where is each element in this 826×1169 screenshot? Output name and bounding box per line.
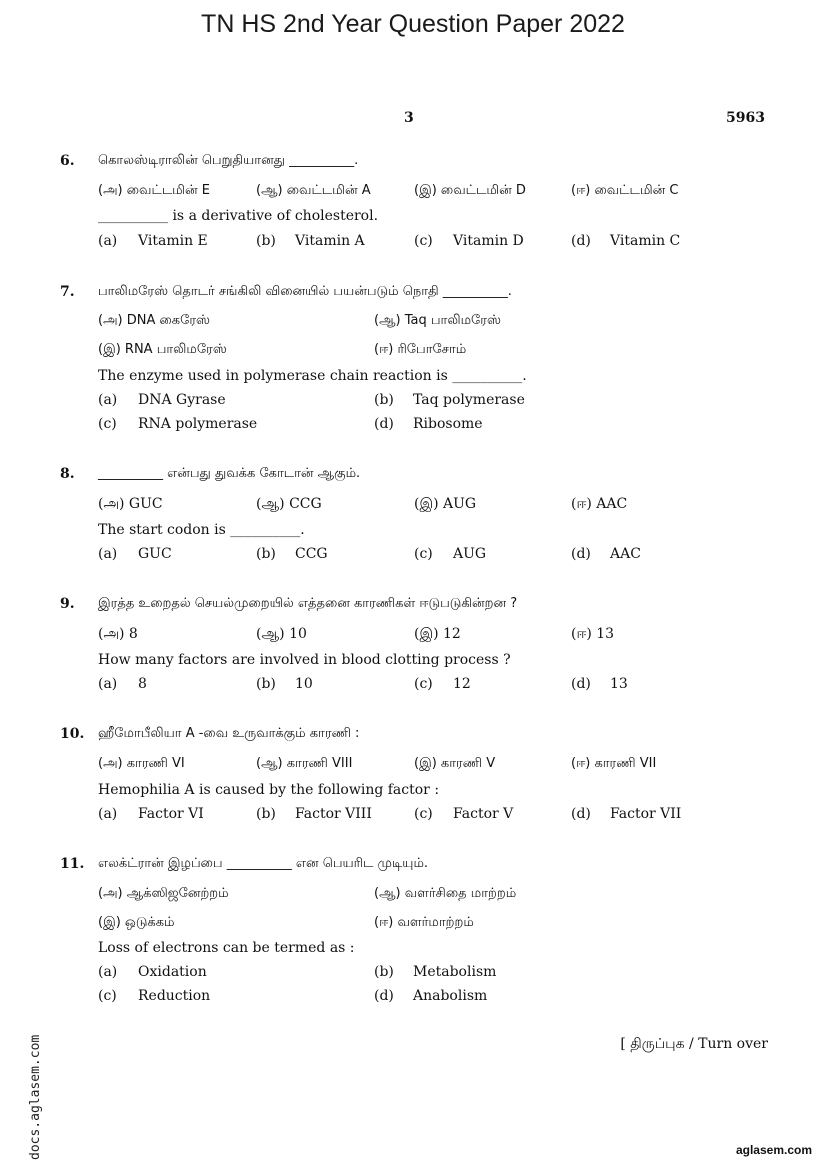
option-marker: (a) (98, 676, 118, 692)
tamil-options (98, 915, 778, 935)
page-title: TN HS 2nd Year Question Paper 2022 (201, 10, 625, 38)
option-text: Anabolism (413, 988, 488, 1004)
option-text: Taq polymerase (413, 392, 525, 408)
page-number: 3 (404, 110, 414, 126)
question-tamil: __________ என்பது துவக்க கோடான் ஆகும். (98, 466, 361, 481)
tamil-option: (இ) 12 (414, 626, 461, 642)
option-text: Vitamin E (138, 233, 208, 249)
option-text: 8 (138, 676, 147, 692)
tamil-option: (அ) வைட்டமின் E (98, 183, 210, 198)
option-text: Vitamin D (453, 233, 524, 249)
tamil-option: (அ) ஆக்ஸிஜனேற்றம் (98, 886, 229, 901)
tamil-option: (ஆ) காரணி VIII (256, 756, 353, 771)
option-marker: (d) (571, 806, 591, 822)
tamil-options (98, 626, 778, 646)
tamil-option: (ஈ) வைட்டமின் C (571, 183, 679, 198)
tamil-option: (இ) ஒடுக்கம் (98, 915, 175, 930)
option-text: 12 (453, 676, 471, 692)
tamil-option: (இ) RNA பாலிமரேஸ் (98, 342, 227, 357)
question-number: 7. (60, 284, 75, 300)
option-text: Vitamin C (610, 233, 681, 249)
english-options (98, 546, 778, 566)
tamil-options (98, 886, 778, 906)
side-watermark: docs.aglasem.com (28, 1034, 43, 1160)
english-options (98, 988, 778, 1008)
option-marker: (c) (414, 546, 433, 562)
option-marker: (d) (571, 233, 591, 249)
option-text: Ribosome (413, 416, 483, 432)
question-tamil: இரத்த உறைதல் செயல்முறையில் எத்தனை காரணிகள் ஈடுபடுகின்றன ? (98, 596, 518, 611)
question-english: The enzyme used in polymerase chain reaction is __________. (98, 368, 527, 384)
option-marker: (d) (374, 988, 394, 1004)
option-marker: (d) (571, 676, 591, 692)
option-marker: (d) (374, 416, 394, 432)
option-marker: (a) (98, 546, 118, 562)
option-text: 13 (610, 676, 628, 692)
paper-code: 5963 (726, 110, 765, 126)
option-text: AAC (610, 546, 641, 562)
option-text: Reduction (138, 988, 211, 1004)
option-marker: (c) (98, 988, 117, 1004)
english-options (98, 806, 778, 826)
tamil-options (98, 313, 778, 333)
tamil-option: (அ) காரணி VI (98, 756, 185, 771)
tamil-options (98, 756, 778, 776)
option-marker: (b) (374, 964, 394, 980)
question-english: Hemophilia A is caused by the following factor : (98, 782, 440, 798)
question-english: Loss of electrons can be termed as : (98, 940, 355, 956)
option-text: Metabolism (413, 964, 497, 980)
option-text: Factor VII (610, 806, 682, 822)
tamil-option: (ஆ) Taq பாலிமரேஸ் (374, 313, 501, 328)
option-marker: (c) (414, 806, 433, 822)
option-marker: (c) (414, 233, 433, 249)
tamil-option: (இ) வைட்டமின் D (414, 183, 526, 198)
question-tamil: பாலிமரேஸ் தொடர் சங்கிலி வினையில் பயன்படும் நொதி __________. (98, 284, 512, 299)
tamil-option: (அ) GUC (98, 496, 163, 512)
tamil-options (98, 342, 778, 362)
english-options (98, 392, 778, 412)
option-text: Factor VI (138, 806, 204, 822)
option-text: Factor V (453, 806, 514, 822)
option-text: Factor VIII (295, 806, 372, 822)
tamil-options (98, 183, 778, 203)
option-text: Vitamin A (295, 233, 365, 249)
option-marker: (c) (98, 416, 117, 432)
tamil-option: (ஆ) வளர்சிதை மாற்றம் (374, 886, 517, 901)
question-number: 10. (60, 726, 85, 742)
question-number: 11. (60, 856, 85, 872)
tamil-option: (ஆ) CCG (256, 496, 322, 512)
option-marker: (b) (256, 546, 276, 562)
english-options (98, 676, 778, 696)
tamil-option: (ஈ) AAC (571, 496, 628, 512)
option-marker: (b) (256, 806, 276, 822)
option-text: AUG (453, 546, 487, 562)
english-options (98, 233, 778, 253)
option-marker: (a) (98, 964, 118, 980)
question-tamil: கொலஸ்டிராலின் பெறுதியானது __________. (98, 153, 359, 168)
brand-footer: aglasem.com (735, 1143, 812, 1157)
question-number: 6. (60, 153, 75, 169)
question-english: __________ is a derivative of cholesterol. (98, 208, 379, 224)
option-marker: (d) (571, 546, 591, 562)
tamil-option: (இ) AUG (414, 496, 477, 512)
question-tamil: எலக்ட்ரான் இழப்பை __________ என பெயரிட முடியும். (98, 856, 429, 871)
question-english: The start codon is __________. (98, 522, 305, 538)
tamil-option: (ஈ) வளர்மாற்றம் (374, 915, 474, 930)
tamil-option: (ஈ) காரணி VII (571, 756, 657, 771)
tamil-option: (இ) காரணி V (414, 756, 496, 771)
option-marker: (a) (98, 806, 118, 822)
option-marker: (b) (256, 233, 276, 249)
option-marker: (b) (256, 676, 276, 692)
question-tamil: ஹீமோபீலியா A -வை உருவாக்கும் காரணி : (98, 726, 360, 741)
option-text: Oxidation (138, 964, 207, 980)
tamil-option: (ஈ) 13 (571, 626, 615, 642)
option-marker: (a) (98, 392, 118, 408)
question-number: 9. (60, 596, 75, 612)
option-marker: (c) (414, 676, 433, 692)
tamil-option: (அ) DNA கைரேஸ் (98, 313, 211, 328)
option-text: CCG (295, 546, 328, 562)
tamil-option: (ஆ) வைட்டமின் A (256, 183, 371, 198)
question-english: How many factors are involved in blood clotting process ? (98, 652, 511, 668)
option-marker: (a) (98, 233, 118, 249)
english-options (98, 416, 778, 436)
english-options (98, 964, 778, 984)
tamil-options (98, 496, 778, 516)
option-text: DNA Gyrase (138, 392, 226, 408)
question-number: 8. (60, 466, 75, 482)
tamil-option: (ஆ) 10 (256, 626, 307, 642)
option-marker: (b) (374, 392, 394, 408)
option-text: GUC (138, 546, 172, 562)
tamil-option: (ஈ) ரிபோசோம் (374, 342, 467, 357)
option-text: RNA polymerase (138, 416, 258, 432)
turn-over-note: [ திருப்புக / Turn over (620, 1036, 768, 1052)
option-text: 10 (295, 676, 313, 692)
tamil-option: (அ) 8 (98, 626, 138, 642)
